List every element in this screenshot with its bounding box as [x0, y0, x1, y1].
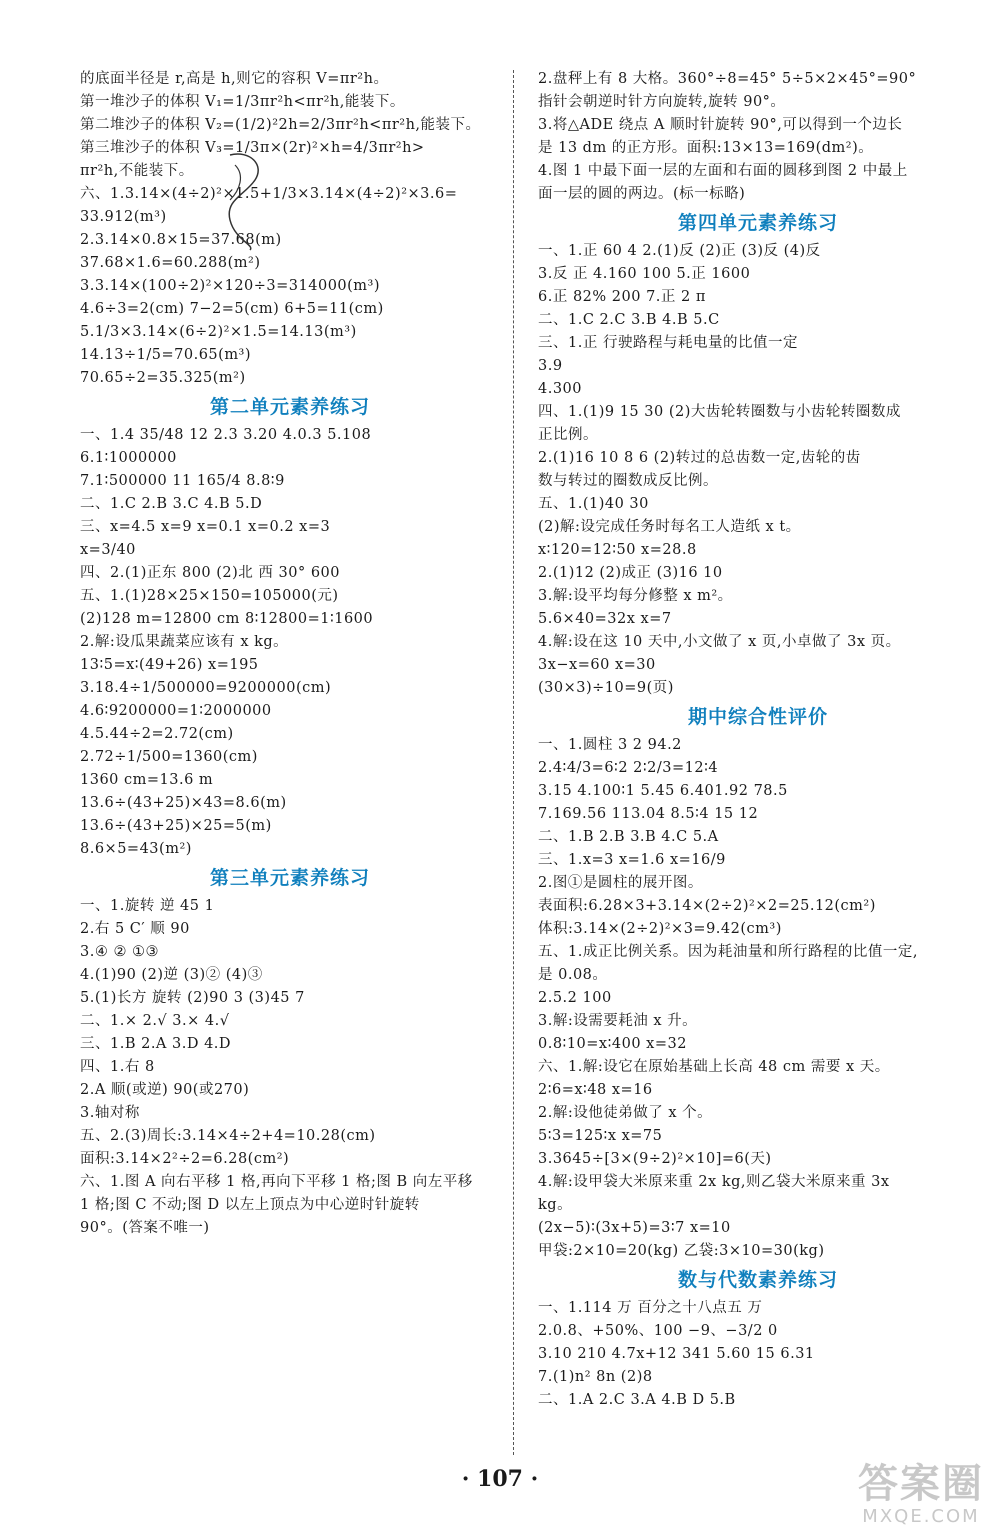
- answer-line: 5.6×40=32x x=7: [538, 611, 672, 627]
- answer-line: 3.18.4÷1/500000=9200000(cm): [80, 680, 332, 696]
- section-heading: 期中综合性评价: [687, 706, 828, 728]
- answer-line: 正比例。: [538, 427, 598, 443]
- answer-line: 5.(1)长方 旋转 (2)90 3 (3)45 7: [80, 990, 305, 1006]
- answer-line: 一、1.旋转 逆 45 1: [80, 898, 215, 914]
- answer-line: 3.15 4.100∶1 5.45 6.401.92 78.5: [538, 783, 788, 799]
- right-column: [538, 68, 978, 1412]
- answer-line: 2.图①是圆柱的展开图。: [538, 875, 703, 891]
- answer-line: 甲袋:2×10=20(kg) 乙袋:3×10=30(kg): [538, 1243, 825, 1259]
- answer-line: 一、1.4 35/48 12 2.3 3.20 4.0.3 5.108: [80, 427, 372, 443]
- section-heading: 第四单元素养练习: [677, 212, 838, 234]
- answer-line: 3.10 210 4.7x+12 341 5.60 15 6.31: [538, 1346, 815, 1362]
- answer-line: 二、1.A 2.C 3.A 4.B D 5.B: [538, 1392, 736, 1408]
- answer-line: 2.(1)16 10 8 6 (2)转过的总齿数一定,齿轮的齿: [538, 450, 861, 466]
- answer-line: 2.(1)12 (2)成正 (3)16 10: [538, 565, 723, 581]
- answer-line: 三、1.x=3 x=1.6 x=16/9: [538, 852, 726, 868]
- answer-line: 面积:3.14×2²÷2=6.28(cm²): [80, 1151, 290, 1167]
- answer-line: 是 13 dm 的正方形。面积:13×13=169(dm²)。: [538, 140, 874, 156]
- answer-line: 五、1.(1)40 30: [538, 496, 649, 512]
- answer-line: (30×3)÷10=9(页): [538, 680, 674, 696]
- answer-line: 8.6×5=43(m²): [80, 841, 192, 857]
- answer-line: 3.3.14×(100÷2)²×120÷3=314000(m³): [80, 278, 381, 294]
- answer-line: 二、1.× 2.√ 3.× 4.√: [80, 1013, 230, 1029]
- answer-line: 2.盘秤上有 8 大格。360°÷8=45° 5÷5×2×45°=90°: [538, 71, 917, 87]
- answer-line: 13.6÷(43+25)×25=5(m): [80, 818, 272, 834]
- answer-line: 第二堆沙子的体积 V₂=(1/2)²2h=2/3πr²h<πr²h,能装下。: [80, 117, 481, 133]
- answer-line: 三、1.正 行驶路程与耗电量的比值一定: [538, 335, 798, 351]
- answer-line: 四、2.(1)正东 800 (2)北 西 30° 600: [80, 565, 341, 581]
- answer-line: 二、1.C 2.B 3.C 4.B 5.D: [80, 496, 263, 512]
- answer-line: 2.解:设瓜果蔬菜应该有 x kg。: [80, 634, 289, 650]
- answer-line: 4.解:设在这 10 天中,小文做了 x 页,小卓做了 3x 页。: [538, 634, 901, 650]
- answer-line: 2.72÷1/500=1360(cm): [80, 749, 258, 765]
- answer-line: 13∶5=x∶(49+26) x=195: [80, 657, 259, 673]
- answer-line: 五、1.(1)28×25×150=105000(元): [80, 588, 339, 604]
- answer-line: 3.3645÷[3×(9÷2)²×10]=6(天): [538, 1151, 772, 1167]
- answer-line: 4.5.44÷2=2.72(cm): [80, 726, 234, 742]
- answer-line: (2x−5)∶(3x+5)=3∶7 x=10: [538, 1220, 731, 1236]
- answer-line: 3.④ ② ①③: [80, 944, 160, 960]
- answer-line: 六、1.解:设它在原始基础上长高 48 cm 需要 x 天。: [538, 1059, 890, 1075]
- answer-line: 体积:3.14×(2÷2)²×3=9.42(cm³): [538, 921, 782, 937]
- answer-line: 二、1.C 2.C 3.B 4.B 5.C: [538, 312, 720, 328]
- answer-line: 6.正 82% 200 7.正 2 π: [538, 289, 706, 305]
- answer-line: 4.解:设甲袋大米原来重 2x kg,则乙袋大米原来重 3x: [538, 1174, 890, 1190]
- answer-line: 3.将△ADE 绕点 A 顺时针旋转 90°,可以得到一个边长: [538, 117, 903, 133]
- answer-line: 3.解:设需要耗油 x 升。: [538, 1013, 698, 1029]
- answer-line: x=3/40: [80, 542, 136, 558]
- answer-line: 7.1∶500000 11 165/4 8.8∶9: [80, 473, 285, 489]
- answer-line: 14.13÷1/5=70.65(m³): [80, 347, 252, 363]
- answer-line: 70.65÷2=35.325(m²): [80, 370, 246, 386]
- section-heading: 第二单元素养练习: [209, 396, 370, 418]
- answer-line: πr²h,不能装下。: [80, 163, 194, 179]
- answer-line: 五、2.(3)周长:3.14×4÷2+4=10.28(cm): [80, 1128, 376, 1144]
- answer-line: 4.6∶9200000=1∶2000000: [80, 703, 272, 719]
- answer-line: 7.169.56 113.04 8.5∶4 15 12: [538, 806, 759, 822]
- answer-line: 4.图 1 中最下面一层的左面和右面的圆移到图 2 中最上: [538, 163, 908, 179]
- answer-line: 四、1.右 8: [80, 1059, 155, 1075]
- answer-line: 三、1.B 2.A 3.D 4.D: [80, 1036, 232, 1052]
- section-heading: 第三单元素养练习: [209, 867, 370, 889]
- answer-line: (2)解:设完成任务时每名工人造纸 x t。: [538, 519, 801, 535]
- answer-line: 四、1.(1)9 15 30 (2)大齿轮转圈数与小齿轮转圈数成: [538, 404, 901, 420]
- answer-line: 3.轴对称: [80, 1105, 140, 1121]
- answer-line: 六、1.图 A 向右平移 1 格,再向下平移 1 格;图 B 向左平移: [80, 1174, 473, 1190]
- answer-line: 7.(1)n² 8n (2)8: [538, 1369, 653, 1385]
- answer-line: (2)128 m=12800 cm 8∶12800=1∶1600: [80, 611, 374, 627]
- answer-line: 一、1.圆柱 3 2 94.2: [538, 737, 682, 753]
- watermark-text: 答案圈: [858, 1461, 984, 1507]
- answer-line: 2.3.14×0.8×15=37.68(m): [80, 232, 282, 248]
- page-number: · 107 ·: [461, 1466, 539, 1492]
- answer-line: 2.5.2 100: [538, 990, 612, 1006]
- answer-line: 一、1.114 万 百分之十八点五 万: [538, 1300, 763, 1316]
- answer-line: 1 格;图 C 不动;图 D 以左上顶点为中心逆时针旋转: [80, 1197, 420, 1213]
- answer-line: 二、1.B 2.B 3.B 4.C 5.A: [538, 829, 719, 845]
- watermark-logo: [858, 1462, 984, 1527]
- answer-line: 表面积:6.28×3+3.14×(2÷2)²×2=25.12(cm²): [538, 898, 876, 914]
- answer-line: 33.912(m³): [80, 209, 167, 225]
- column-divider: [513, 70, 514, 1455]
- answer-line: 面一层的圆的两边。(标一标略): [538, 186, 746, 202]
- answer-line: 4.300: [538, 381, 583, 397]
- answer-line: 数与转过的圈数成反比例。: [538, 473, 718, 489]
- answer-line: 五、1.成正比例关系。因为耗油量和所行路程的比值一定,: [538, 944, 918, 960]
- answer-line: 3x−x=60 x=30: [538, 657, 656, 673]
- answer-line: 2.4∶4/3=6∶2 2∶2/3=12∶4: [538, 760, 719, 776]
- watermark-url: MXQE.COM: [862, 1506, 980, 1527]
- answer-line: 三、x=4.5 x=9 x=0.1 x=0.2 x=3: [80, 519, 331, 535]
- answer-line: 3.9: [538, 358, 563, 374]
- answer-line: 指针会朝逆时针方向旋转,旋转 90°。: [538, 94, 786, 110]
- answer-line: 2.解:设他徒弟做了 x 个。: [538, 1105, 713, 1121]
- answer-line: 第三堆沙子的体积 V₃=1/3π×(2r)²×h=4/3πr²h>: [80, 140, 425, 156]
- answer-line: x∶120=12∶50 x=28.8: [538, 542, 697, 558]
- handwritten-scribble: [210, 145, 280, 255]
- answer-line: kg。: [538, 1197, 573, 1213]
- answer-line: 第一堆沙子的体积 V₁=1/3πr²h<πr²h,能装下。: [80, 94, 405, 110]
- answer-line: 5∶3=125∶x x=75: [538, 1128, 663, 1144]
- left-column: [80, 68, 500, 1240]
- answer-line: 2∶6=x∶48 x=16: [538, 1082, 653, 1098]
- answer-line: 2.右 5 C′ 顺 90: [80, 921, 190, 937]
- answer-line: 的底面半径是 r,高是 h,则它的容积 V=πr²h。: [80, 71, 389, 87]
- answer-line: 37.68×1.6=60.288(m²): [80, 255, 261, 271]
- answer-line: 3.反 正 4.160 100 5.正 1600: [538, 266, 751, 282]
- answer-line: 5.1/3×3.14×(6÷2)²×1.5=14.13(m³): [80, 324, 357, 340]
- answer-line: 六、1.3.14×(4÷2)²×1.5+1/3×3.14×(4÷2)²×3.6=: [80, 186, 458, 202]
- answer-line: 13.6÷(43+25)×43=8.6(m): [80, 795, 287, 811]
- answer-line: 90°。(答案不唯一): [80, 1220, 210, 1236]
- answer-line: 4.6÷3=2(cm) 7−2=5(cm) 6+5=11(cm): [80, 301, 384, 317]
- answer-line: 一、1.正 60 4 2.(1)反 (2)正 (3)反 (4)反: [538, 243, 821, 259]
- answer-line: 3.解:设平均每分修整 x m²。: [538, 588, 733, 604]
- section-heading: 数与代数素养练习: [677, 1269, 838, 1291]
- answer-line: 1360 cm=13.6 m: [80, 772, 214, 788]
- answer-line: 是 0.08。: [538, 967, 608, 983]
- answer-line: 2.A 顺(或逆) 90(或270): [80, 1082, 250, 1098]
- answer-line: 4.(1)90 (2)逆 (3)② (4)③: [80, 967, 263, 983]
- answer-line: 2.0.8、+50%、100 −9、−3/2 0: [538, 1323, 778, 1339]
- answer-line: 6.1∶1000000: [80, 450, 177, 466]
- answer-line: 0.8∶10=x∶400 x=32: [538, 1036, 687, 1052]
